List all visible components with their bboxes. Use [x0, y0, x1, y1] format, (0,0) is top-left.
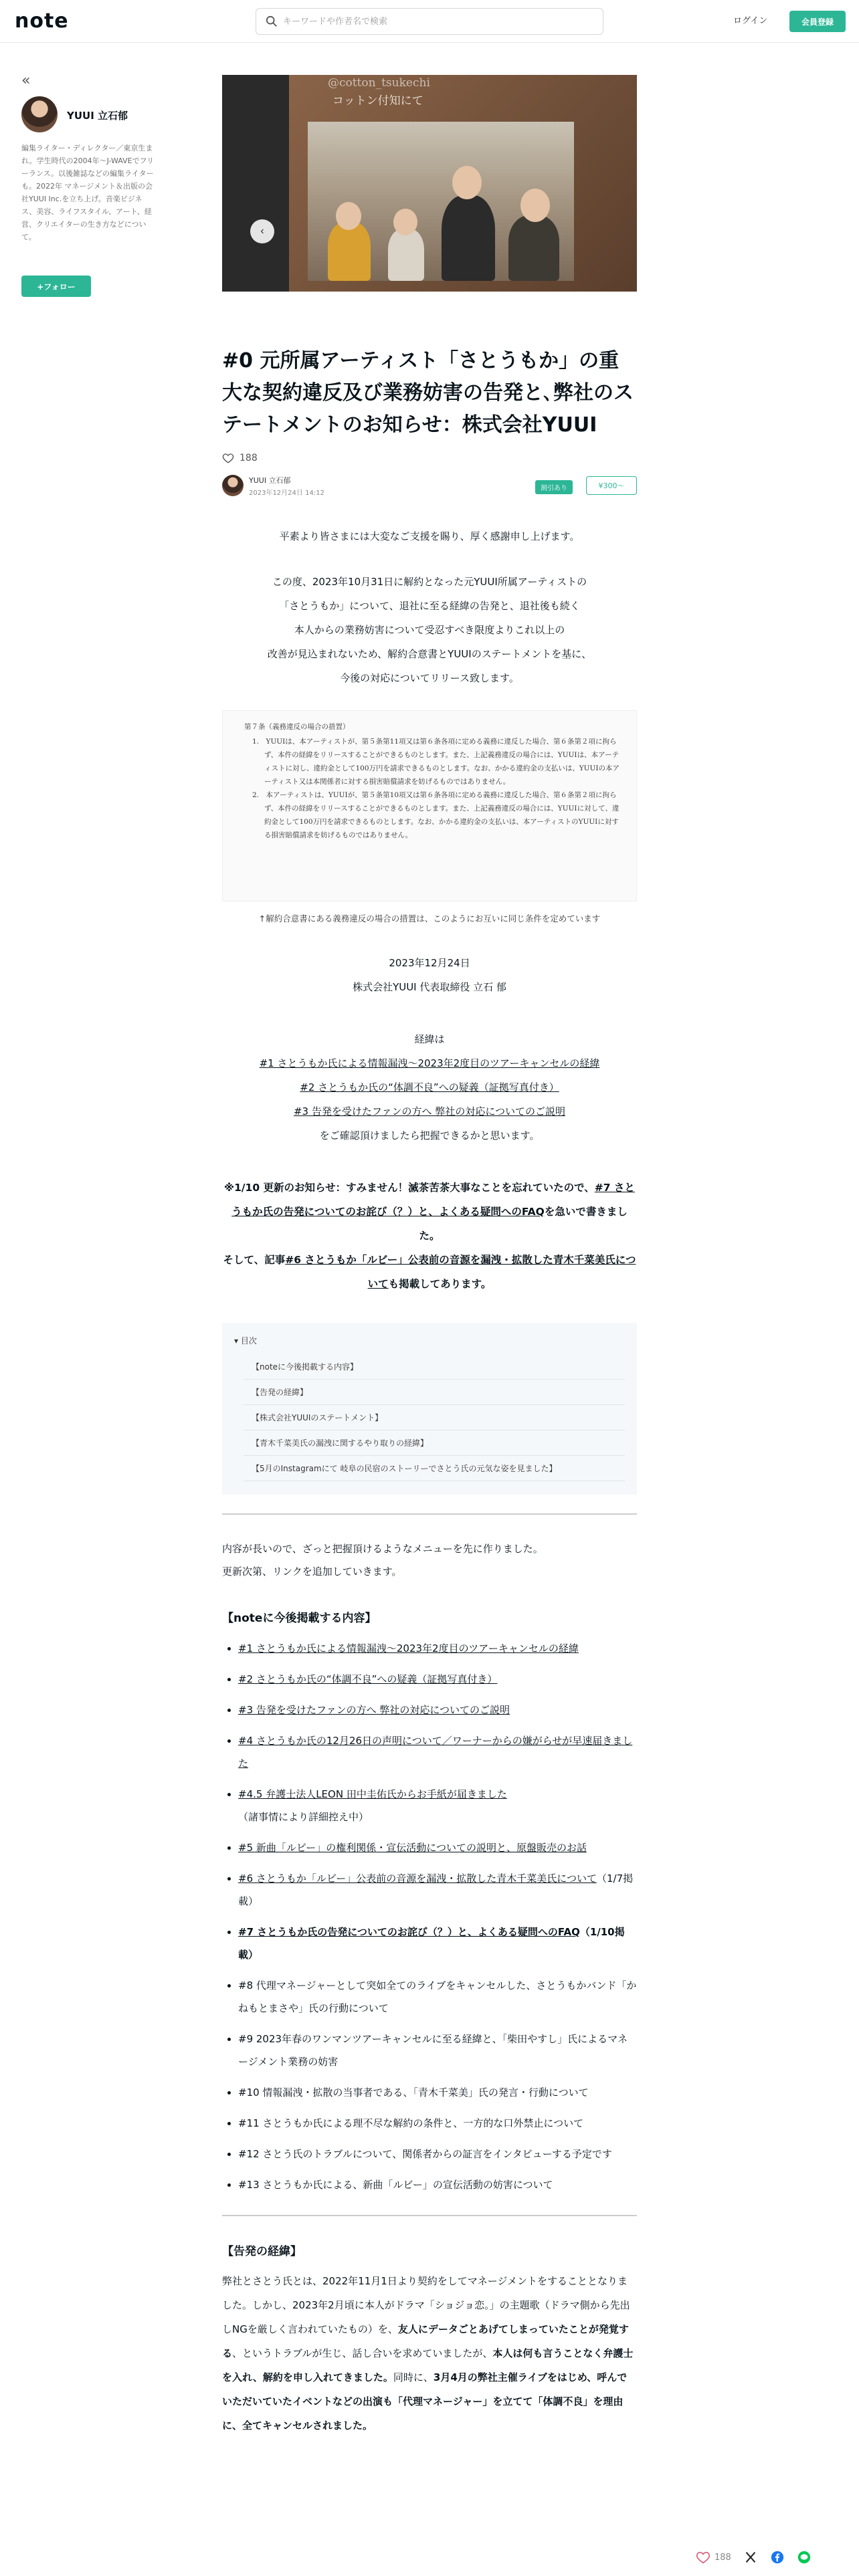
contract-excerpt-image: [222, 710, 637, 901]
meta-author-name[interactable]: YUUI 立石郁: [249, 476, 291, 485]
history-text: 同時に、: [393, 2371, 434, 2383]
release-line: 改善が見込まれないため、解約合意書とYUUIのステートメントを基に、: [267, 648, 592, 660]
signup-button[interactable]: 会員登録: [789, 11, 846, 32]
person-face: [520, 189, 550, 222]
update-notice: [222, 1176, 637, 1296]
table-of-contents: [222, 1323, 637, 1495]
list-item: [238, 1668, 637, 1691]
list-item: [238, 1637, 637, 1660]
related-link-2[interactable]: #2 さとうもか氏の“体調不良”への疑義（証拠写真付き）: [300, 1081, 559, 1093]
carousel-prev-button[interactable]: ‹: [250, 219, 274, 243]
toc-toggle[interactable]: [234, 1335, 625, 1346]
article-meta: [222, 473, 637, 500]
intro-line: 更新次第、リンクを追加していきます。: [222, 1566, 402, 1578]
history-heading: 【告発の経緯】: [222, 2245, 302, 2258]
contract-heading: 第７条（義務違反の場合の措置）: [244, 723, 350, 731]
search-input[interactable]: [283, 9, 597, 34]
menu-note: （1/10掲載）: [238, 1926, 625, 1961]
list-item: • #11 さとうもか氏による理不尽な解約の条件と、一方的な口外禁止について: [238, 2112, 637, 2135]
toc-item[interactable]: 【告発の経緯】: [244, 1380, 625, 1405]
hero-caption: コットン付知にて: [332, 94, 423, 108]
list-item: [238, 1729, 637, 1775]
list-item: • #10 情報漏洩・拡散の当事者である、「青木千菜美」氏の発言・行動について: [238, 2081, 637, 2104]
person-figure: [328, 222, 371, 281]
list-item: [238, 1699, 637, 1721]
history-bold: 友人にデータごとあげてしまっていたことが発覚する: [222, 2323, 629, 2359]
intro-paragraph: [222, 1537, 637, 1583]
collapse-sidebar-icon[interactable]: «: [21, 72, 31, 89]
menu-link[interactable]: #5 新曲「ルビー」の権利関係・宣伝活動についての説明と、原盤販売のお話: [238, 1842, 587, 1854]
heart-icon[interactable]: [222, 452, 234, 464]
float-like[interactable]: [696, 2550, 731, 2565]
history-bold: 3月4月の弊社主催ライブをはじめ、呼んでいただいていたイベントなどの出演も「代理マネージャー」を立てて「体調不良」を理由に、全てキャンセルされました。: [222, 2371, 628, 2432]
toc-item[interactable]: 【株式会社YUUIのステートメント】: [244, 1405, 625, 1430]
float-like-count: 188: [714, 2552, 731, 2563]
author-avatar[interactable]: [21, 96, 58, 132]
related-link-1[interactable]: #1 さとうもか氏による情報漏洩〜2023年2度目のツアーキャンセルの経緯: [259, 1057, 600, 1069]
floating-action-bar: [696, 2547, 812, 2568]
links-heading: 経緯は: [414, 1033, 445, 1045]
author-bio: 編集ライター・ディレクター／東京生まれ。学生時代の2004年～J-WAVEでフリーランス。以後雑誌などの編集ライターも。2022年 マネージメント＆出版の会社YUUI Inc.を立ち上げ。音楽ビジネス、美容、ライフスタイル、アート、経営、クリエイターの生き方などについて。: [21, 144, 155, 241]
history-text: 弊社とさとう氏とは、2022年11月1日より契約をしてマネージメントをすることとなりました。しかし、2023年2月頃に本人がドラマ「ショジョ恋。」の主題歌（ドラマ側から先出しNGを厳しく言われていたもの）を、: [222, 2275, 630, 2335]
list-item: [238, 1921, 637, 1966]
notice-faq-link[interactable]: #7 さとうもか氏の告発についてのお詫び（？）と、よくある疑問へのFAQ: [231, 1182, 635, 1218]
facebook-share-icon[interactable]: [770, 2550, 785, 2565]
author-name[interactable]: YUUI 立石郁: [67, 110, 128, 122]
history-bold: 本人は何も言うことなく弁護士を入れ、解約を申し入れてきました。: [222, 2347, 634, 2383]
global-header: [0, 0, 859, 43]
search-box[interactable]: [256, 8, 603, 35]
hero-left-panel: [222, 75, 289, 292]
notice-text: を急いで書きました。: [419, 1206, 628, 1242]
menu-link[interactable]: #4.5 弁護士法人LEON 田中圭佑氏からお手紙が届きました: [238, 1788, 507, 1800]
publish-date: 2023年12月24日 14:12: [249, 490, 324, 497]
notice-text: ※1/10 更新のお知らせ：すみません！滅茶苦茶大事なことを忘れていたので、: [224, 1182, 595, 1194]
person-face: [336, 202, 361, 230]
divider: [222, 2215, 637, 2216]
menu-heading: 【noteに今後掲載する内容】: [222, 1612, 377, 1625]
login-link[interactable]: ログイン: [733, 16, 768, 26]
intro-line: 内容が長いので、ざっと把握頂けるようなメニューを先に作りました。: [222, 1543, 543, 1555]
hero-caption-handle: @cotton_tsukechi: [328, 76, 430, 90]
menu-link[interactable]: #2 さとうもか氏の“体調不良”への疑義（証拠写真付き）: [238, 1673, 498, 1685]
list-item: • #8 代理マネージャーとして突如全てのライブをキャンセルした、さとうもかバンド「かねもとまさや」氏の行動について: [238, 1974, 637, 2020]
list-item: [238, 1867, 637, 1913]
release-line: 本人からの業務妨害について受忍すべき限度よりこれ以上の: [294, 624, 565, 636]
x-share-icon[interactable]: [743, 2550, 758, 2565]
follow-button[interactable]: +フォロー: [21, 276, 91, 297]
signature-date: 2023年12月24日: [389, 957, 470, 969]
signature-name: 株式会社YUUI 代表取締役 立石 郁: [353, 981, 506, 993]
toc-item[interactable]: 【5月のInstagramにて 岐阜の民宿のストーリーでさとう氏の元気な姿を見ました】: [244, 1456, 625, 1481]
line-share-icon[interactable]: [797, 2550, 812, 2565]
menu-note: （1/7掲載）: [238, 1872, 634, 1907]
release-paragraph: [222, 570, 637, 690]
hero-carousel[interactable]: [222, 75, 637, 292]
signature-block: [222, 951, 637, 999]
menu-link[interactable]: #4 さとうもか氏の12月26日の声明について／ワーナーからの嫌がらせが早速届きました: [238, 1735, 633, 1769]
divider: [222, 1513, 637, 1515]
history-text: 、というトラブルが生じ、話し合いを求めていましたが、: [232, 2347, 493, 2359]
price-button[interactable]: ¥300〜: [586, 476, 637, 495]
list-item: • #13 さとうもか氏による、新曲「ルビー」の宣伝活動の妨害について: [238, 2173, 637, 2196]
menu-note: （諸事情により詳細控え中）: [238, 1811, 369, 1823]
meta-author-avatar[interactable]: [222, 475, 244, 496]
list-item: • #9 2023年春のワンマンツアーキャンセルに至る経緯と、「柴田やすし」氏によるマネージメント業務の妨害: [238, 2028, 637, 2073]
article-title: #0 元所属アーティスト「さとうもか」の重大な契約違反及び業務妨害の告発と､弊社のステートメントのお知らせ：株式会社YUUI: [222, 349, 634, 437]
person-figure: [508, 215, 559, 281]
menu-link[interactable]: #6 さとうもか「ルビー」公表前の音源を漏洩・拡散した青木千菜美氏について: [238, 1872, 597, 1885]
notice-text: そして、記事: [223, 1254, 286, 1266]
person-figure: [388, 229, 424, 281]
note-logo[interactable]: note: [15, 9, 69, 33]
list-item: [238, 1836, 637, 1859]
toc-item[interactable]: 【noteに今後掲載する内容】: [244, 1354, 625, 1380]
release-line: この度、2023年10月31日に解約となった元YUUI所属アーティストの: [272, 576, 587, 588]
menu-link[interactable]: #1 さとうもか氏による情報漏洩〜2023年2度目のツアーキャンセルの経緯: [238, 1642, 579, 1654]
heart-icon[interactable]: [696, 2550, 710, 2565]
search-icon: [266, 15, 278, 27]
triangle-down-icon: ▾: [234, 1336, 241, 1346]
notice-text: も掲載してあります。: [388, 1278, 492, 1290]
release-line: 「さとうもか」について、退社に至る経緯の告発と、退社後も続く: [279, 600, 580, 612]
related-links-block: [222, 1027, 637, 1148]
links-tail: をご確認頂けましたら把握できるかと思います。: [319, 1130, 540, 1142]
article-main: [222, 75, 637, 2438]
discount-badge: 割引あり: [535, 480, 573, 494]
menu-link[interactable]: #7 さとうもか氏の告発についてのお詫び（？）と、よくある疑問へのFAQ: [238, 1926, 580, 1938]
contract-caption: ↑解約合意書にある義務違反の場合の措置は、このようにお互いに同じ条件を定めています: [258, 914, 601, 924]
toc-heading: 目次: [240, 1336, 257, 1346]
notice-article6-link[interactable]: #6 さとうもか「ルビー」公表前の音源を漏洩・拡散した青木千菜美氏について: [285, 1254, 636, 1290]
release-line: 今後の対応についてリリース致します。: [340, 672, 519, 684]
contract-item: 2. 本アーティストは、YUUIが、第５条第10項又は第６条各項に定める義務に違反した場合、第６条第２項に拘らず、本件の経緯をリリースすることができるものとします。また、上記義務違反の場合には、YUUIに対して、違約金として100万円を請求できるものとします。なお、かかる違約金の支払いは、本アーティストのYUUIに対する損害賠償請求を妨げるものではありません。: [252, 791, 619, 839]
history-paragraph: [222, 2269, 637, 2438]
list-item: • #12 さとう氏のトラブルについて、関係者からの証言をインタビューする予定です: [238, 2143, 637, 2165]
person-face: [393, 209, 417, 235]
greeting-paragraph: 平素より皆さまには大変なご支援を賜り、厚く感謝申し上げます。: [279, 530, 580, 542]
hero-photo: [308, 122, 574, 281]
person-face: [452, 166, 482, 199]
contract-item: 1. YUUIは、本アーティストが、第５条第11項又は第６条各項に定める義務に違反した場合、第６条第２項に拘らず、本件の経緯をリリースすることができるものとします。また、上記義務違反の場合には、YUUIは、本アーティストに対し、違約金として100万円を請求できるものとします。なお、かかる違約金の支払いは、YUUIの本アーティスト又は本関係者に対する損害賠償請求を妨げるものではありません。: [252, 738, 619, 786]
like-count: 188: [240, 453, 258, 463]
toc-item[interactable]: 【青木千菜美氏の漏洩に関するやり取りの経緯】: [244, 1430, 625, 1456]
like-count-row[interactable]: [222, 452, 637, 464]
related-link-3[interactable]: #3 告発を受けたファンの方へ 弊社の対応についてのご説明: [293, 1105, 566, 1117]
person-figure: [442, 195, 495, 281]
article-menu-list: [222, 1637, 637, 2196]
menu-link[interactable]: #3 告発を受けたファンの方へ 弊社の対応についてのご説明: [238, 1704, 510, 1716]
list-item: [238, 1783, 637, 1828]
